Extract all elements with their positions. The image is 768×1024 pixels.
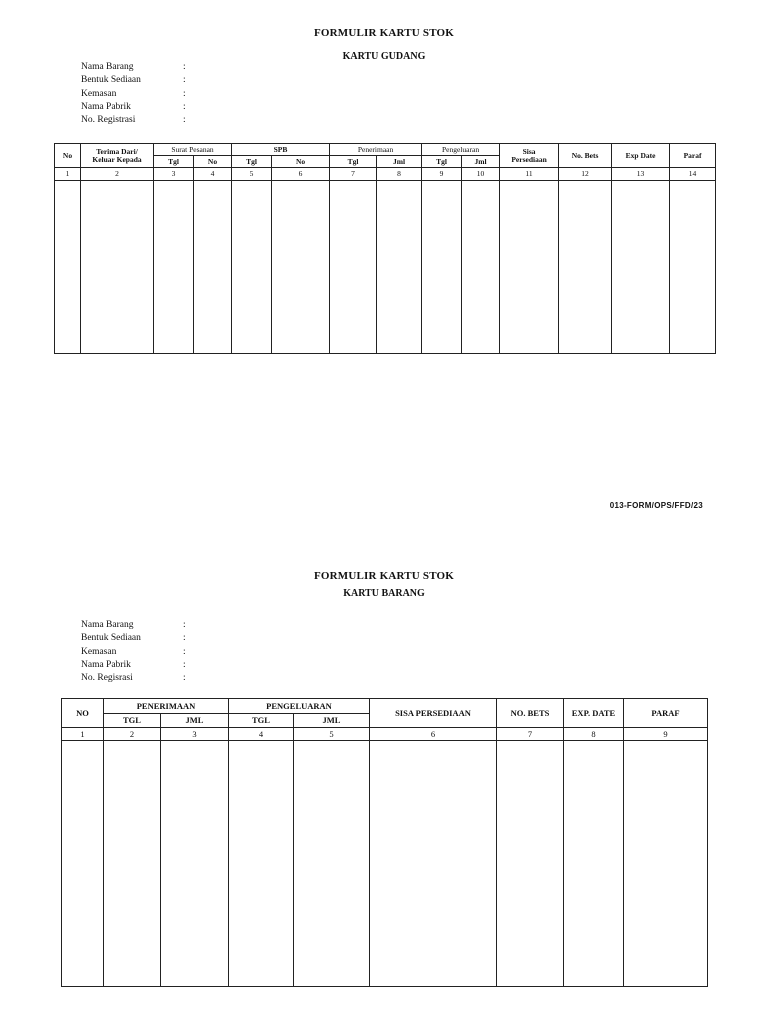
table-body-row xyxy=(62,741,708,987)
form2-title: FORMULIR KARTU STOK xyxy=(313,570,455,582)
col-number: 5 xyxy=(232,168,272,181)
col-number: 2 xyxy=(104,728,161,741)
form1-title: FORMULIR KARTU STOK xyxy=(313,27,455,39)
col-number: 11 xyxy=(500,168,559,181)
field-colon: : xyxy=(183,115,186,126)
col-number: 1 xyxy=(55,168,81,181)
header-sisa-line2: Persediaan xyxy=(511,154,547,164)
body-cell[interactable] xyxy=(294,741,370,987)
header-pengeluaran: PENGELUARAN xyxy=(229,699,370,714)
body-cell[interactable] xyxy=(462,181,500,354)
col-number: 4 xyxy=(229,728,294,741)
body-cell[interactable] xyxy=(55,181,81,354)
body-cell[interactable] xyxy=(564,741,624,987)
field-label: Kemasan xyxy=(81,646,117,657)
field-bentuk-sediaan xyxy=(81,632,193,645)
body-cell[interactable] xyxy=(612,181,670,354)
header-pen-tgl: TGL xyxy=(104,714,161,728)
header-surat-pesanan: Surat Pesanan xyxy=(154,144,232,156)
form-code: 013-FORM/OPS/FFD/23 xyxy=(609,501,703,510)
field-colon: : xyxy=(183,633,186,644)
header-no-bets: NO. BETS xyxy=(497,699,564,728)
body-cell[interactable] xyxy=(670,181,716,354)
col-number: 7 xyxy=(330,168,377,181)
kartu-barang-table xyxy=(61,698,708,987)
header-no: NO xyxy=(62,699,104,728)
header-pen-jml: JML xyxy=(161,714,229,728)
field-bentuk-sediaan xyxy=(81,74,193,87)
body-cell[interactable] xyxy=(624,741,708,987)
field-colon: : xyxy=(183,75,186,86)
field-label: Nama Barang xyxy=(81,620,134,630)
col-number: 6 xyxy=(272,168,330,181)
col-number: 13 xyxy=(612,168,670,181)
body-cell[interactable] xyxy=(559,181,612,354)
body-cell[interactable] xyxy=(161,741,229,987)
field-colon: : xyxy=(183,62,186,72)
header-exp-date: EXP. DATE xyxy=(564,699,624,728)
header-peng-jml: Jml xyxy=(462,156,500,168)
col-number: 2 xyxy=(81,168,154,181)
col-number: 10 xyxy=(462,168,500,181)
header-sp-no: No xyxy=(194,156,232,168)
field-label: Bentuk Sediaan xyxy=(81,75,141,86)
col-number: 4 xyxy=(194,168,232,181)
form1-fields xyxy=(81,61,193,127)
field-colon: : xyxy=(183,673,186,684)
col-number: 7 xyxy=(497,728,564,741)
header-exp-date: Exp Date xyxy=(612,144,670,168)
body-cell[interactable] xyxy=(370,741,497,987)
field-nama-pabrik xyxy=(81,101,193,114)
field-label: Kemasan xyxy=(81,88,117,99)
field-label: Nama Barang xyxy=(81,62,134,72)
field-kemasan xyxy=(81,646,193,659)
field-colon: : xyxy=(183,101,186,112)
body-cell[interactable] xyxy=(422,181,462,354)
header-penerimaan: Penerimaan xyxy=(330,144,422,156)
header-paraf: PARAF xyxy=(624,699,708,728)
body-cell[interactable] xyxy=(500,181,559,354)
body-cell[interactable] xyxy=(62,741,104,987)
header-sisa-persediaan: SISA PERSEDIAAN xyxy=(370,699,497,728)
field-label: No. Regisrasi xyxy=(81,673,133,684)
header-peng-tgl: TGL xyxy=(229,714,294,728)
header-pen-tgl: Tgl xyxy=(330,156,377,168)
field-colon: : xyxy=(183,620,186,630)
body-cell[interactable] xyxy=(232,181,272,354)
header-terima-line2: Keluar Kepada xyxy=(92,154,142,164)
field-colon: : xyxy=(183,659,186,670)
header-terima-line1: Terima Dari/ xyxy=(96,146,138,156)
field-no-registrasi xyxy=(81,114,193,127)
header-sisa-persediaan xyxy=(500,144,559,168)
col-number: 6 xyxy=(370,728,497,741)
field-nama-barang xyxy=(81,619,193,632)
field-colon: : xyxy=(183,88,186,99)
col-number: 9 xyxy=(624,728,708,741)
header-spb-tgl: Tgl xyxy=(232,156,272,168)
body-cell[interactable] xyxy=(81,181,154,354)
col-number: 12 xyxy=(559,168,612,181)
table-body-row xyxy=(55,181,716,354)
field-label: Nama Pabrik xyxy=(81,101,131,112)
body-cell[interactable] xyxy=(194,181,232,354)
header-sp-tgl: Tgl xyxy=(154,156,194,168)
field-colon: : xyxy=(183,646,186,657)
body-cell[interactable] xyxy=(272,181,330,354)
form2-fields xyxy=(81,619,193,685)
form2-subtitle: KARTU BARANG xyxy=(343,588,425,599)
col-number: 3 xyxy=(161,728,229,741)
field-nama-barang xyxy=(81,61,193,74)
body-cell[interactable] xyxy=(377,181,422,354)
header-no-bets: No. Bets xyxy=(559,144,612,168)
header-paraf: Paraf xyxy=(670,144,716,168)
header-penerimaan: PENERIMAAN xyxy=(104,699,229,714)
header-pen-jml: Jml xyxy=(377,156,422,168)
header-peng-jml: JML xyxy=(294,714,370,728)
field-nama-pabrik xyxy=(81,659,193,672)
header-pengeluaran: Pengeluaran xyxy=(422,144,500,156)
form1-subtitle: KARTU GUDANG xyxy=(342,51,426,62)
body-cell[interactable] xyxy=(330,181,377,354)
body-cell[interactable] xyxy=(229,741,294,987)
field-label: No. Registrasi xyxy=(81,115,136,126)
body-cell[interactable] xyxy=(497,741,564,987)
kartu-gudang-table xyxy=(54,143,716,354)
body-cell[interactable] xyxy=(104,741,161,987)
field-kemasan xyxy=(81,88,193,101)
col-number: 8 xyxy=(564,728,624,741)
body-cell[interactable] xyxy=(154,181,194,354)
header-spb: SPB xyxy=(232,144,330,156)
field-no-registrasi xyxy=(81,672,193,685)
field-label: Bentuk Sediaan xyxy=(81,633,141,644)
header-terima-dari xyxy=(81,144,154,168)
col-number: 8 xyxy=(377,168,422,181)
col-number: 1 xyxy=(62,728,104,741)
header-peng-tgl: Tgl xyxy=(422,156,462,168)
col-number: 9 xyxy=(422,168,462,181)
col-number: 14 xyxy=(670,168,716,181)
header-spb-no: No xyxy=(272,156,330,168)
col-number: 3 xyxy=(154,168,194,181)
field-label: Nama Pabrik xyxy=(81,659,131,670)
col-number: 5 xyxy=(294,728,370,741)
header-no: No xyxy=(55,144,81,168)
header-sisa-line1: Sisa xyxy=(522,146,536,156)
